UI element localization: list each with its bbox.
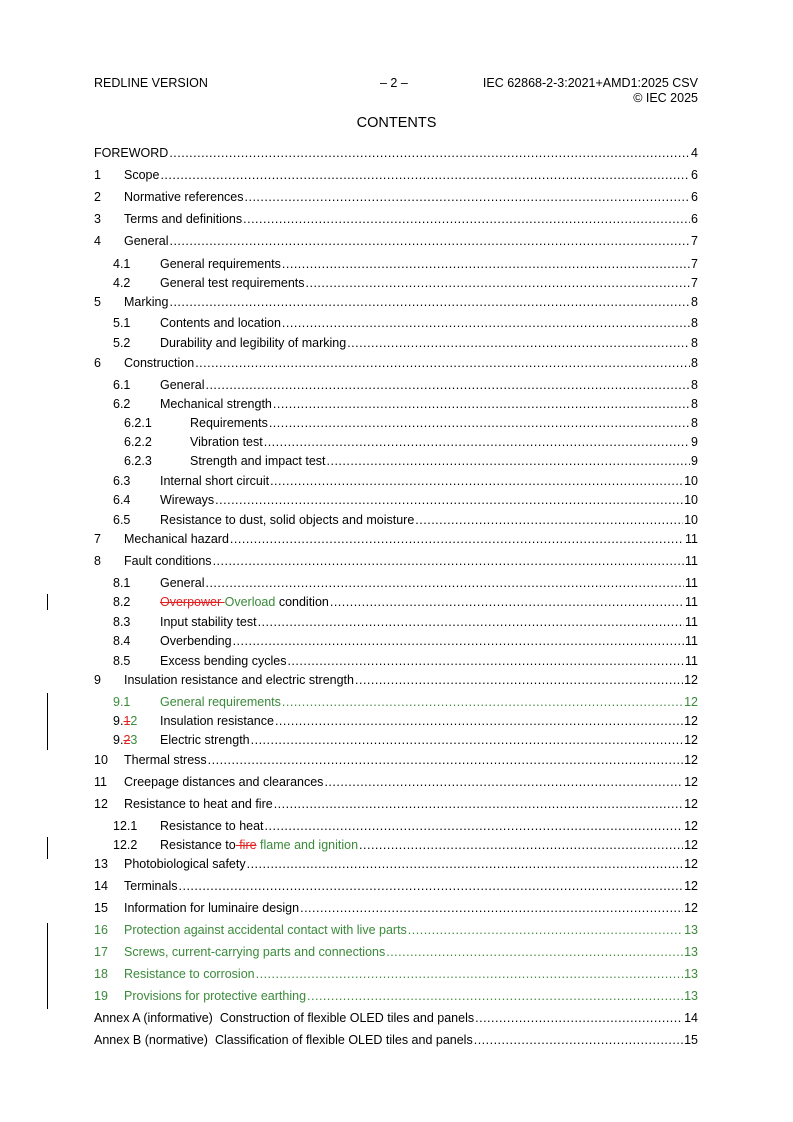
toc-title: Excess bending cycles	[160, 654, 287, 668]
toc-page: 7	[691, 234, 698, 248]
toc-number: 18	[94, 967, 108, 981]
toc-page: 13	[684, 989, 698, 1003]
toc-entry[interactable]	[94, 294, 698, 310]
toc-title: Resistance to heat and fire	[124, 797, 273, 811]
toc-number: 8.3	[113, 615, 131, 629]
toc-page: 14	[684, 1011, 698, 1025]
toc-number: 6.3	[113, 474, 131, 488]
toc-number: 15	[94, 901, 108, 915]
inserted-text: Overload	[224, 595, 276, 609]
toc-number: 6.2.3	[124, 454, 152, 468]
toc-entry[interactable]	[94, 575, 698, 591]
toc-title: Overbending	[160, 634, 232, 648]
copyright-notice: © IEC 2025	[633, 91, 698, 105]
contents-title: CONTENTS	[356, 115, 437, 131]
toc-number: 14	[94, 879, 108, 893]
toc-page: 11	[685, 554, 698, 568]
toc-page: 11	[685, 576, 698, 590]
toc-entry[interactable]	[94, 900, 698, 916]
toc-entry[interactable]	[94, 315, 698, 331]
toc-entry-inserted[interactable]	[94, 694, 698, 710]
toc-entry[interactable]	[94, 531, 698, 547]
toc-page: 8	[691, 416, 698, 430]
toc-title: Scope	[124, 168, 160, 182]
toc-page: 12	[684, 819, 698, 833]
toc-entry[interactable]	[94, 856, 698, 872]
toc-number: 10	[94, 753, 108, 767]
toc-page: 13	[684, 967, 698, 981]
toc-title: Resistance to dust, solid objects and moisture	[160, 513, 415, 527]
toc-entry-foreword[interactable]	[94, 145, 698, 161]
toc-entry[interactable]	[94, 233, 698, 249]
toc-number: 6.2	[113, 397, 131, 411]
toc-page: 7	[691, 276, 698, 290]
toc-number: 8.4	[113, 634, 131, 648]
toc-entry[interactable]	[94, 752, 698, 768]
toc-number: 5.1	[113, 316, 131, 330]
toc-title: General requirements	[160, 257, 281, 271]
toc-page: 10	[684, 474, 698, 488]
toc-title: Resistance to corrosion	[124, 967, 255, 981]
toc-entry-inserted[interactable]	[94, 944, 698, 960]
toc-page: 12	[684, 838, 698, 852]
toc-page: 11	[685, 615, 698, 629]
toc-number: 8.2	[113, 595, 131, 609]
toc-title: Mechanical hazard	[124, 532, 229, 546]
toc-entry-redline[interactable]	[94, 837, 698, 853]
toc-entry[interactable]	[94, 453, 698, 469]
toc-page: 9	[691, 435, 698, 449]
toc-number: 9	[94, 673, 101, 687]
toc-title: Electric strength	[160, 733, 250, 747]
toc-number: 2	[94, 190, 101, 204]
toc-number: 11	[94, 775, 107, 789]
toc-number: 6.4	[113, 493, 131, 507]
toc-title: General	[160, 576, 205, 590]
number-prefix: 9.	[113, 733, 124, 747]
toc-entry[interactable]	[94, 633, 698, 649]
toc-title: FOREWORD	[94, 146, 169, 160]
toc-entry[interactable]	[94, 796, 698, 812]
toc-entry[interactable]	[94, 275, 698, 291]
toc-title: Terms and definitions	[124, 212, 243, 226]
toc-entry[interactable]	[94, 377, 698, 393]
toc-entry[interactable]	[94, 355, 698, 371]
toc-title: Contents and location	[160, 316, 281, 330]
toc-page: 8	[691, 397, 698, 411]
toc-number: 3	[94, 212, 101, 226]
toc-number: 4	[94, 234, 101, 248]
toc-page: 8	[691, 378, 698, 392]
toc-entry[interactable]	[94, 653, 698, 669]
toc-page: 6	[691, 168, 698, 182]
toc-number: 5	[94, 295, 101, 309]
toc-page: 12	[684, 753, 698, 767]
toc-entry-annex-b[interactable]	[94, 1032, 698, 1048]
number-prefix: 9.	[113, 714, 124, 728]
toc-number: 5.2	[113, 336, 131, 350]
toc-number	[113, 713, 160, 729]
toc-number: 17	[94, 945, 108, 959]
toc-entry[interactable]	[94, 211, 698, 227]
toc-title: General	[124, 234, 169, 248]
toc-page: 13	[684, 945, 698, 959]
toc-page: 11	[685, 634, 698, 648]
toc-entry[interactable]	[94, 774, 698, 790]
deleted-text: fire	[235, 838, 257, 852]
toc-title: General requirements	[160, 695, 281, 709]
toc-page: 9	[691, 454, 698, 468]
toc-entry[interactable]	[94, 818, 698, 834]
toc-number: 6.5	[113, 513, 131, 527]
toc-title: Wireways	[160, 493, 215, 507]
inserted-number: 2	[130, 714, 138, 728]
toc-entry[interactable]	[94, 256, 698, 272]
toc-number: 8	[94, 554, 101, 568]
toc-title: Normative references	[124, 190, 244, 204]
toc-page: 13	[684, 923, 698, 937]
toc-entry[interactable]	[94, 512, 698, 528]
toc-page: 12	[684, 797, 698, 811]
toc-page: 12	[684, 714, 698, 728]
title-rest: condition	[275, 595, 329, 609]
standard-reference-header	[483, 76, 698, 106]
toc-title	[160, 837, 358, 853]
toc-title: Vibration test	[190, 435, 263, 449]
running-header-left: REDLINE VERSION	[94, 76, 208, 90]
inserted-text: flame and ignition	[256, 838, 359, 852]
toc-entry-annex-a[interactable]	[94, 1010, 698, 1026]
toc-page: 7	[691, 257, 698, 271]
change-bar	[47, 594, 48, 610]
toc-annex-label: Annex A (informative)	[94, 1011, 213, 1025]
toc-number	[113, 732, 160, 748]
toc-title: Marking	[124, 295, 169, 309]
toc-title	[160, 594, 329, 610]
toc-page: 11	[685, 532, 698, 546]
toc-title: Construction	[124, 356, 195, 370]
toc-title: General	[160, 378, 205, 392]
toc-page: 8	[691, 316, 698, 330]
toc-entry[interactable]	[94, 415, 698, 431]
toc-entry[interactable]	[94, 167, 698, 183]
title-start: Resistance to	[160, 838, 236, 852]
change-bar	[47, 837, 48, 859]
toc-entry[interactable]	[94, 434, 698, 450]
toc-number: 12.1	[113, 819, 138, 833]
toc-page: 10	[684, 493, 698, 507]
toc-number: 12.2	[113, 838, 138, 852]
toc-page: 8	[691, 336, 698, 350]
toc-page: 12	[684, 857, 698, 871]
toc-title: Insulation resistance	[160, 714, 274, 728]
toc-number: 13	[94, 857, 108, 871]
toc-page: 4	[691, 146, 698, 160]
toc-title: Creepage distances and clearances	[124, 775, 324, 789]
toc-page: 12	[684, 879, 698, 893]
toc-title: Requirements	[190, 416, 268, 430]
deleted-text: Overpower	[160, 595, 225, 609]
toc-title: Resistance to heat	[160, 819, 264, 833]
toc-entry[interactable]	[94, 553, 698, 569]
toc-page: 12	[684, 901, 698, 915]
deleted-number: 1	[123, 714, 131, 728]
toc-title: Provisions for protective earthing	[124, 989, 307, 1003]
toc-number: 6.2.2	[124, 435, 152, 449]
toc-page: 12	[684, 673, 698, 687]
toc-title: Protection against accidental contact with live parts	[124, 923, 407, 937]
toc-title: Classification of flexible OLED tiles and panels	[214, 1033, 473, 1047]
toc-title: General test requirements	[160, 276, 305, 290]
toc-entry-redline[interactable]	[94, 594, 698, 610]
standard-number: IEC 62868-2-3:2021+AMD1:2025 CSV	[482, 76, 698, 90]
toc-page: 12	[684, 695, 698, 709]
toc-page: 11	[685, 654, 698, 668]
toc-title: Information for luminaire design	[124, 901, 300, 915]
toc-title: Strength and impact test	[190, 454, 326, 468]
toc-number: 1	[94, 168, 101, 182]
toc-entry[interactable]	[94, 614, 698, 630]
toc-page: 10	[684, 513, 698, 527]
toc-number: 4.2	[113, 276, 131, 290]
toc-entry[interactable]	[94, 672, 698, 688]
toc-number: 9.1	[113, 695, 131, 709]
toc-number: 12	[94, 797, 108, 811]
toc-number: 6	[94, 356, 101, 370]
deleted-number: 2	[123, 733, 131, 747]
inserted-number: 3	[130, 733, 138, 747]
toc-title: Screws, current-carrying parts and connections	[124, 945, 386, 959]
toc-title: Terminals	[124, 879, 178, 893]
toc-number: 4.1	[113, 257, 131, 271]
page-number-header: – 2 –	[380, 76, 408, 90]
change-bar	[47, 923, 48, 1009]
toc-entry[interactable]	[94, 492, 698, 508]
toc-number: 8.5	[113, 654, 131, 668]
toc-entry[interactable]	[94, 878, 698, 894]
toc-page: 8	[691, 295, 698, 309]
toc-entry[interactable]	[94, 335, 698, 351]
toc-number: 7	[94, 532, 101, 546]
toc-title: Internal short circuit	[160, 474, 270, 488]
toc-title: Durability and legibility of marking	[160, 336, 347, 350]
toc-entry[interactable]	[94, 189, 698, 205]
toc-number: 16	[94, 923, 108, 937]
toc-title: Mechanical strength	[160, 397, 272, 411]
toc-page: 6	[691, 190, 698, 204]
toc-page: 15	[684, 1033, 698, 1047]
toc-entry-inserted[interactable]	[94, 988, 698, 1004]
toc-number: 19	[94, 989, 108, 1003]
toc-title: Photobiological safety	[124, 857, 246, 871]
toc-title: Insulation resistance and electric strength	[124, 673, 354, 687]
toc-title: Construction of flexible OLED tiles and panels	[219, 1011, 475, 1025]
change-bar	[47, 693, 48, 750]
toc-entry[interactable]	[94, 473, 698, 489]
toc-page: 8	[691, 356, 698, 370]
toc-number: 6.2.1	[124, 416, 152, 430]
toc-title: Thermal stress	[124, 753, 207, 767]
toc-number: 6.1	[113, 378, 131, 392]
toc-entry[interactable]	[94, 396, 698, 412]
toc-page: 12	[684, 775, 698, 789]
toc-annex-label: Annex B (normative)	[94, 1033, 208, 1047]
toc-title: Input stability test	[160, 615, 257, 629]
toc-page: 6	[691, 212, 698, 226]
toc-page: 11	[685, 595, 698, 609]
toc-page: 12	[684, 733, 698, 747]
toc-entry-inserted[interactable]	[94, 966, 698, 982]
toc-entry-renumbered[interactable]	[94, 732, 698, 748]
toc-number: 8.1	[113, 576, 131, 590]
toc-title: Fault conditions	[124, 554, 212, 568]
toc-entry-renumbered[interactable]	[94, 713, 698, 729]
toc-entry-inserted[interactable]	[94, 922, 698, 938]
